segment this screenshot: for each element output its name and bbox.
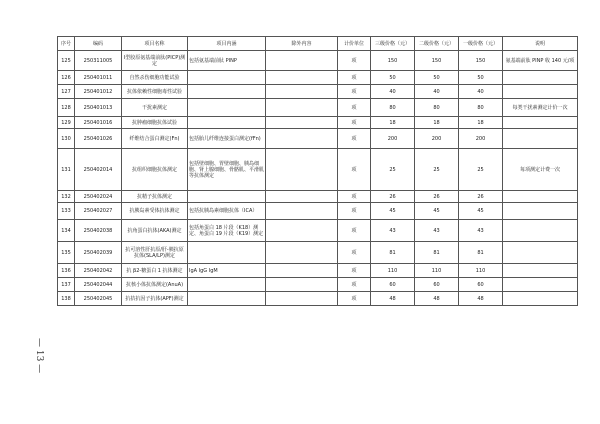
row-content: 包括抗胰岛素细胞抗体（ICA）: [188, 203, 266, 220]
row-no: 138: [58, 292, 75, 306]
row-price-level3: 26: [371, 191, 415, 203]
header-price-level3: 三级价格（元）: [371, 37, 415, 51]
row-note: [503, 203, 578, 220]
row-unit: 项: [338, 85, 371, 99]
table-row: [58, 129, 578, 149]
row-price-level1: 48: [459, 292, 503, 306]
row-name: 抗核小体抗体测定(AnuA): [122, 278, 188, 292]
row-code: 250402039: [75, 242, 122, 264]
table-row: [58, 242, 578, 264]
row-unit: 项: [338, 71, 371, 85]
row-price-level2: 60: [415, 278, 459, 292]
row-exclude: [266, 278, 338, 292]
row-unit: 项: [338, 220, 371, 242]
row-no: 131: [58, 149, 75, 191]
row-price-level3: 80: [371, 99, 415, 117]
row-exclude: [266, 264, 338, 278]
row-unit: 项: [338, 292, 371, 306]
row-code: 250311005: [75, 51, 122, 71]
row-code: 250402045: [75, 292, 122, 306]
row-no: 136: [58, 264, 75, 278]
row-price-level1: 50: [459, 71, 503, 85]
row-content: 包括壁细胞、胃壁细胞、胰岛细胞、肾上腺细胞、骨骼肌、平滑肌等抗体测定: [188, 149, 266, 191]
row-no: 132: [58, 191, 75, 203]
row-code: 250402038: [75, 220, 122, 242]
row-exclude: [266, 220, 338, 242]
table-row: [58, 264, 578, 278]
row-note: [503, 129, 578, 149]
row-code: 250401026: [75, 129, 122, 149]
row-unit: 项: [338, 99, 371, 117]
table-row: [58, 278, 578, 292]
header-note: 说明: [503, 37, 578, 51]
row-note: [503, 278, 578, 292]
row-price-level3: 200: [371, 129, 415, 149]
row-content: [188, 71, 266, 85]
row-no: 129: [58, 117, 75, 129]
row-content: [188, 242, 266, 264]
row-price-level1: 200: [459, 129, 503, 149]
row-price-level3: 40: [371, 85, 415, 99]
row-content: [188, 117, 266, 129]
row-name: 抗肿瘤细胞抗体试验: [122, 117, 188, 129]
row-price-level2: 18: [415, 117, 459, 129]
row-exclude: [266, 71, 338, 85]
row-content: [188, 99, 266, 117]
row-exclude: [266, 292, 338, 306]
row-code: 250401011: [75, 71, 122, 85]
row-price-level2: 81: [415, 242, 459, 264]
row-no: 137: [58, 278, 75, 292]
row-no: 134: [58, 220, 75, 242]
row-price-level1: 150: [459, 51, 503, 71]
row-price-level2: 150: [415, 51, 459, 71]
row-no: 130: [58, 129, 75, 149]
row-code: 250402042: [75, 264, 122, 278]
row-unit: 项: [338, 191, 371, 203]
row-name: 抗角蛋白抗体(AKA)测定: [122, 220, 188, 242]
row-note: 每类干扰素测定计价一次: [503, 99, 578, 117]
row-price-level2: 26: [415, 191, 459, 203]
row-note: [503, 242, 578, 264]
row-no: 135: [58, 242, 75, 264]
row-price-level1: 18: [459, 117, 503, 129]
row-price-level1: 26: [459, 191, 503, 203]
row-exclude: [266, 203, 338, 220]
table-row: [58, 99, 578, 117]
row-name: 抗可溶性肝抗原/肝-胰抗原抗体(SLA/LP)测定: [122, 242, 188, 264]
table-row: [58, 220, 578, 242]
row-code: 250402024: [75, 191, 122, 203]
row-price-level3: 48: [371, 292, 415, 306]
row-note: [503, 117, 578, 129]
row-exclude: [266, 191, 338, 203]
header-name: 项目名称: [122, 37, 188, 51]
row-price-level2: 40: [415, 85, 459, 99]
row-price-level3: 25: [371, 149, 415, 191]
row-price-level2: 50: [415, 71, 459, 85]
header-unit: 计价单位: [338, 37, 371, 51]
row-price-level3: 81: [371, 242, 415, 264]
row-content: 包括角蛋白 18 片段（K18）测定、角蛋白 19 片段（K19）测定: [188, 220, 266, 242]
row-note: [503, 71, 578, 85]
row-code: 250402014: [75, 149, 122, 191]
row-price-level3: 50: [371, 71, 415, 85]
row-name: 抗 β2-糖蛋白 1 抗体测定: [122, 264, 188, 278]
table-row: [58, 203, 578, 220]
price-table: [57, 36, 578, 306]
row-name: 抗组织细胞抗体测定: [122, 149, 188, 191]
row-price-level3: 45: [371, 203, 415, 220]
row-content: [188, 292, 266, 306]
row-price-level2: 45: [415, 203, 459, 220]
row-note: [503, 220, 578, 242]
row-name: 抗胰岛素受体抗体测定: [122, 203, 188, 220]
row-name: 抗拮抗因子抗体(APF)测定: [122, 292, 188, 306]
row-price-level1: 45: [459, 203, 503, 220]
row-code: 250401016: [75, 117, 122, 129]
row-no: 127: [58, 85, 75, 99]
row-code: 250402027: [75, 203, 122, 220]
row-name: I型胶原氨基端前肽(PICP)测定: [122, 51, 188, 71]
row-price-level2: 25: [415, 149, 459, 191]
row-price-level3: 150: [371, 51, 415, 71]
row-content: [188, 278, 266, 292]
table-row: [58, 191, 578, 203]
row-name: 抗体依赖性细胞毒性试验: [122, 85, 188, 99]
row-price-level3: 60: [371, 278, 415, 292]
table-header-row: [58, 37, 578, 51]
table-row: [58, 51, 578, 71]
row-content: 包括胎儿纤维连接蛋白测定(fFn): [188, 129, 266, 149]
row-price-level3: 18: [371, 117, 415, 129]
row-price-level2: 200: [415, 129, 459, 149]
header-content: 项目内涵: [188, 37, 266, 51]
table-row: [58, 85, 578, 99]
table-row: [58, 149, 578, 191]
page-number: — 13 —: [34, 338, 44, 374]
row-no: 125: [58, 51, 75, 71]
row-no: 133: [58, 203, 75, 220]
row-price-level1: 80: [459, 99, 503, 117]
row-price-level1: 60: [459, 278, 503, 292]
header-exclude: 除外内容: [266, 37, 338, 51]
row-price-level1: 25: [459, 149, 503, 191]
header-price-level2: 二级价格（元）: [415, 37, 459, 51]
row-price-level1: 81: [459, 242, 503, 264]
row-exclude: [266, 242, 338, 264]
table-row: [58, 292, 578, 306]
row-price-level2: 48: [415, 292, 459, 306]
row-content: [188, 191, 266, 203]
row-note: 氨基端前肽 PINP 收 140 元/项: [503, 51, 578, 71]
row-code: 250401013: [75, 99, 122, 117]
row-no: 128: [58, 99, 75, 117]
row-content: IgA IgG IgM: [188, 264, 266, 278]
row-unit: 项: [338, 51, 371, 71]
row-price-level1: 43: [459, 220, 503, 242]
row-note: [503, 85, 578, 99]
row-note: 每项测定计费一次: [503, 149, 578, 191]
row-price-level1: 110: [459, 264, 503, 278]
row-unit: 项: [338, 129, 371, 149]
row-unit: 项: [338, 203, 371, 220]
row-price-level2: 43: [415, 220, 459, 242]
row-exclude: [266, 99, 338, 117]
table-row: [58, 117, 578, 129]
header-price-level1: 一级价格（元）: [459, 37, 503, 51]
row-exclude: [266, 117, 338, 129]
row-unit: 项: [338, 278, 371, 292]
row-price-level2: 80: [415, 99, 459, 117]
table-row: [58, 71, 578, 85]
row-exclude: [266, 51, 338, 71]
row-name: 自然杀伤细胞功能试验: [122, 71, 188, 85]
row-price-level3: 43: [371, 220, 415, 242]
row-exclude: [266, 85, 338, 99]
row-content: [188, 85, 266, 99]
row-no: 126: [58, 71, 75, 85]
row-content: 包括氨基端前肽 PINP: [188, 51, 266, 71]
header-no: 序号: [58, 37, 75, 51]
row-code: 250401012: [75, 85, 122, 99]
row-note: [503, 292, 578, 306]
row-unit: 项: [338, 149, 371, 191]
row-name: 干扰素测定: [122, 99, 188, 117]
row-code: 250402044: [75, 278, 122, 292]
header-code: 编码: [75, 37, 122, 51]
row-unit: 项: [338, 117, 371, 129]
row-price-level1: 40: [459, 85, 503, 99]
row-name: 抗精子抗体测定: [122, 191, 188, 203]
row-price-level3: 110: [371, 264, 415, 278]
row-price-level2: 110: [415, 264, 459, 278]
row-note: [503, 264, 578, 278]
row-unit: 项: [338, 242, 371, 264]
row-note: [503, 191, 578, 203]
row-exclude: [266, 149, 338, 191]
row-unit: 项: [338, 264, 371, 278]
row-exclude: [266, 129, 338, 149]
row-name: 纤维结合蛋白测定(Fn): [122, 129, 188, 149]
